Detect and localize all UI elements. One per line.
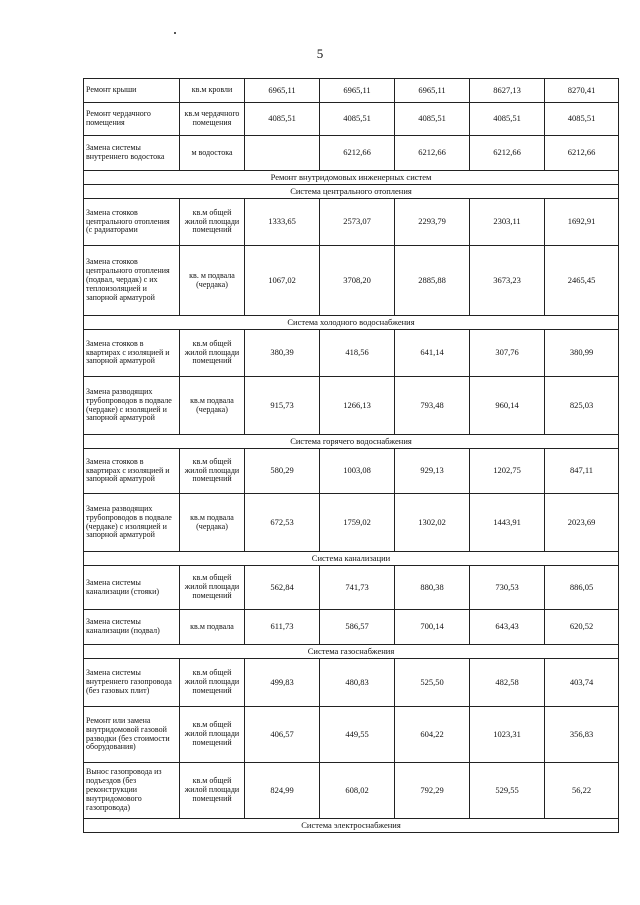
value-cell: 1302,02	[395, 494, 470, 552]
table-row	[84, 136, 619, 171]
unit-cell: кв.м общей жилой площади помещений	[180, 566, 245, 610]
value-cell: 3708,20	[320, 246, 395, 316]
value-cell: 611,73	[245, 610, 320, 645]
value-cell: 4085,51	[545, 103, 619, 136]
section-row	[84, 316, 619, 330]
unit-cell: кв.м общей жилой площади помещений	[180, 199, 245, 246]
unit-cell: кв. м подвала (чердака)	[180, 246, 245, 316]
value-cell: 880,38	[395, 566, 470, 610]
table-row	[84, 377, 619, 435]
section-row	[84, 435, 619, 449]
section-title: Система канализации	[84, 552, 619, 566]
value-cell: 4085,51	[395, 103, 470, 136]
value-cell: 1266,13	[320, 377, 395, 435]
value-cell: 4085,51	[245, 103, 320, 136]
unit-cell: кв.м чердачного помещения	[180, 103, 245, 136]
value-cell: 1759,02	[320, 494, 395, 552]
value-cell: 6212,66	[545, 136, 619, 171]
value-cell: 580,29	[245, 449, 320, 494]
value-cell: 886,05	[545, 566, 619, 610]
work-name-cell: Ремонт чердачного помещения	[84, 103, 180, 136]
value-cell: 6212,66	[470, 136, 545, 171]
value-cell: 525,50	[395, 659, 470, 707]
value-cell: 2303,11	[470, 199, 545, 246]
cost-table-body	[84, 79, 619, 833]
value-cell: 643,43	[470, 610, 545, 645]
value-cell: 6212,66	[320, 136, 395, 171]
unit-cell: кв.м кровли	[180, 79, 245, 103]
value-cell: 4085,51	[470, 103, 545, 136]
value-cell: 1067,02	[245, 246, 320, 316]
value-cell: 620,52	[545, 610, 619, 645]
work-name-cell: Замена системы внутреннего водостока	[84, 136, 180, 171]
work-name-cell: Замена стояков центрального отопления (подвал, чердак) с их теплоизоляцией и запорной арматурой	[84, 246, 180, 316]
value-cell: 608,02	[320, 763, 395, 819]
section-title: Система холодного водоснабжения	[84, 316, 619, 330]
value-cell: 356,83	[545, 707, 619, 763]
section-title: Система горячего водоснабжения	[84, 435, 619, 449]
work-name-cell: Замена разводящих трубопроводов в подвале (чердаке) с изоляцией и запорной арматурой	[84, 377, 180, 435]
value-cell: 3673,23	[470, 246, 545, 316]
value-cell: 403,74	[545, 659, 619, 707]
value-cell: 586,57	[320, 610, 395, 645]
value-cell: 6965,11	[320, 79, 395, 103]
value-cell: 792,29	[395, 763, 470, 819]
value-cell: 730,53	[470, 566, 545, 610]
table-row	[84, 246, 619, 316]
value-cell: 2885,88	[395, 246, 470, 316]
unit-cell: кв.м подвала	[180, 610, 245, 645]
section-row	[84, 645, 619, 659]
table-row	[84, 199, 619, 246]
table-row	[84, 103, 619, 136]
unit-cell: кв.м подвала (чердака)	[180, 377, 245, 435]
value-cell: 380,99	[545, 330, 619, 377]
unit-cell: м водостока	[180, 136, 245, 171]
table-row	[84, 330, 619, 377]
table-row	[84, 566, 619, 610]
value-cell: 6965,11	[245, 79, 320, 103]
value-cell: 929,13	[395, 449, 470, 494]
cost-table	[83, 78, 619, 833]
unit-cell: кв.м общей жилой площади помещений	[180, 763, 245, 819]
table-row	[84, 79, 619, 103]
value-cell: 960,14	[470, 377, 545, 435]
value-cell: 1692,91	[545, 199, 619, 246]
work-name-cell: Замена стояков в квартирах с изоляцией и запорной арматурой	[84, 330, 180, 377]
value-cell: 480,83	[320, 659, 395, 707]
value-cell: 449,55	[320, 707, 395, 763]
value-cell: 499,83	[245, 659, 320, 707]
section-row	[84, 171, 619, 185]
value-cell: 1443,91	[470, 494, 545, 552]
work-name-cell: Ремонт крыши	[84, 79, 180, 103]
value-cell: 4085,51	[320, 103, 395, 136]
section-row	[84, 185, 619, 199]
value-cell: 1202,75	[470, 449, 545, 494]
unit-cell: кв.м подвала (чердака)	[180, 494, 245, 552]
unit-cell: кв.м общей жилой площади помещений	[180, 707, 245, 763]
work-name-cell: Замена системы канализации (стояки)	[84, 566, 180, 610]
table-row	[84, 659, 619, 707]
value-cell: 307,76	[470, 330, 545, 377]
value-cell: 741,73	[320, 566, 395, 610]
value-cell: 2293,79	[395, 199, 470, 246]
value-cell	[245, 136, 320, 171]
value-cell: 1023,31	[470, 707, 545, 763]
scan-speck	[174, 32, 176, 34]
section-title: Система газоснабжения	[84, 645, 619, 659]
value-cell: 847,11	[545, 449, 619, 494]
table-row	[84, 494, 619, 552]
unit-cell: кв.м общей жилой площади помещений	[180, 659, 245, 707]
value-cell: 1003,08	[320, 449, 395, 494]
work-name-cell: Ремонт или замена внутридомовой газовой разводки (без стоимости оборудования)	[84, 707, 180, 763]
work-name-cell: Замена стояков центрального отопления (с радиаторами	[84, 199, 180, 246]
table-row	[84, 449, 619, 494]
unit-cell: кв.м общей жилой площади помещений	[180, 449, 245, 494]
value-cell: 604,22	[395, 707, 470, 763]
value-cell: 529,55	[470, 763, 545, 819]
value-cell: 2573,07	[320, 199, 395, 246]
value-cell: 2465,45	[545, 246, 619, 316]
page-number: 5	[316, 46, 324, 61]
work-name-cell: Замена стояков в квартирах с изоляцией и запорной арматурой	[84, 449, 180, 494]
value-cell: 825,03	[545, 377, 619, 435]
value-cell: 700,14	[395, 610, 470, 645]
value-cell: 8270,41	[545, 79, 619, 103]
value-cell: 2023,69	[545, 494, 619, 552]
work-name-cell: Замена системы внутреннего газопровода (без газовых плит)	[84, 659, 180, 707]
value-cell: 380,39	[245, 330, 320, 377]
table-row	[84, 763, 619, 819]
section-title: Ремонт внутридомовых инженерных систем	[84, 171, 619, 185]
section-row	[84, 552, 619, 566]
section-title: Система центрального отопления	[84, 185, 619, 199]
value-cell: 56,22	[545, 763, 619, 819]
table-row	[84, 610, 619, 645]
value-cell: 482,58	[470, 659, 545, 707]
section-row	[84, 819, 619, 833]
value-cell: 1333,65	[245, 199, 320, 246]
table-row	[84, 707, 619, 763]
value-cell: 562,84	[245, 566, 320, 610]
value-cell: 406,57	[245, 707, 320, 763]
work-name-cell: Вынос газопровода из подъездов (без реконструкции внутридомового газопровода)	[84, 763, 180, 819]
value-cell: 8627,13	[470, 79, 545, 103]
value-cell: 793,48	[395, 377, 470, 435]
value-cell: 641,14	[395, 330, 470, 377]
value-cell: 824,99	[245, 763, 320, 819]
unit-cell: кв.м общей жилой площади помещений	[180, 330, 245, 377]
value-cell: 6965,11	[395, 79, 470, 103]
work-name-cell: Замена разводящих трубопроводов в подвале (чердаке) с изоляцией и запорной арматурой	[84, 494, 180, 552]
value-cell: 672,53	[245, 494, 320, 552]
work-name-cell: Замена системы канализации (подвал)	[84, 610, 180, 645]
section-title: Система электроснабжения	[84, 819, 619, 833]
value-cell: 915,73	[245, 377, 320, 435]
value-cell: 6212,66	[395, 136, 470, 171]
value-cell: 418,56	[320, 330, 395, 377]
